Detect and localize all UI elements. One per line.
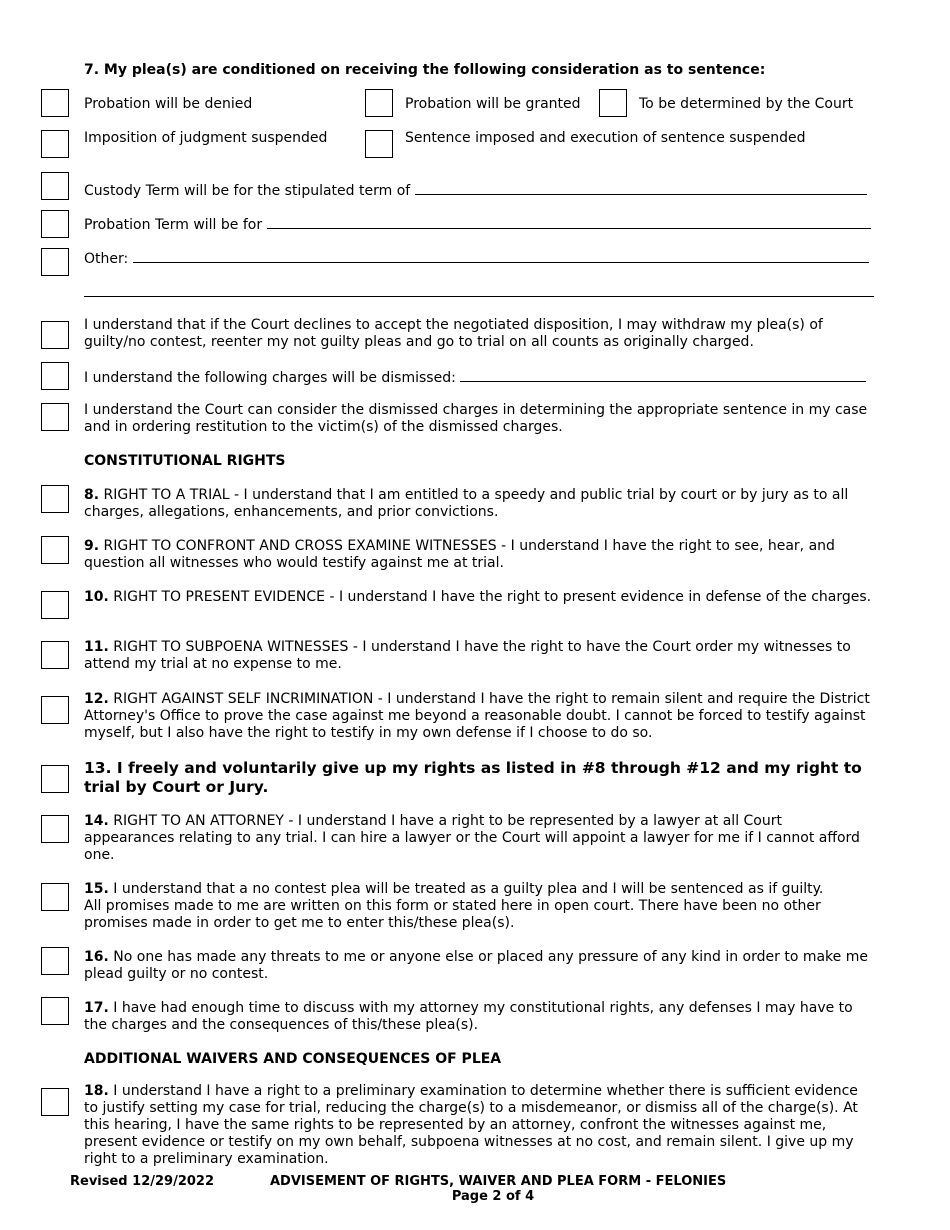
- item-text: No one has made any threats to me or anyone else or placed any pressure of any kind in order to make me plead guilty or no contest.: [84, 949, 868, 982]
- item-number: 8.: [84, 487, 100, 503]
- enough-time-text: [84, 1000, 876, 1034]
- probation-term-checkbox[interactable]: [41, 210, 69, 238]
- imposition-suspended-checkbox[interactable]: [41, 130, 69, 158]
- item-text: RIGHT AGAINST SELF INCRIMINATION - I understand I have the right to remain silent and require the District Attorney's Office to prove the case against me beyond a reasonable doubt. I cannot be forced to testify against myself, but I also have the right to testify in my own defense if I choose to do so.: [84, 691, 870, 741]
- item-number: 13.: [84, 759, 112, 777]
- right-to-attorney-text: [84, 813, 876, 864]
- preliminary-exam-text: [84, 1083, 876, 1168]
- probation-denied-checkbox[interactable]: [41, 89, 69, 117]
- execution-suspended-checkbox[interactable]: [365, 130, 393, 158]
- custody-term-checkbox[interactable]: [41, 172, 69, 200]
- other-label: Other:: [84, 251, 129, 267]
- dismissed-charges-row: [84, 368, 866, 387]
- no-contest-checkbox[interactable]: [41, 883, 69, 911]
- right-to-attorney-checkbox[interactable]: [41, 815, 69, 843]
- probation-granted-checkbox[interactable]: [365, 89, 393, 117]
- section-7-heading: 7. My plea(s) are conditioned on receiving the following consideration as to sentence:: [84, 62, 766, 78]
- probation-term-row: [84, 215, 871, 234]
- item-text: RIGHT TO PRESENT EVIDENCE - I understand I have the right to present evidence in defense of the charges.: [108, 589, 872, 605]
- item-text: I understand I have a right to a preliminary examination to determine whether there is sufficient evidence to justify setting my case for trial, reducing the charge(s) to a misdemeanor, or dismiss all of the charge(s). At this hearing, I have the same rights to be represented by an attorney, confront the witnesses against me, present evidence or testify on my own behalf, subpoena witnesses at no cost, and remain silent. I give up my right to a preliminary examination.: [84, 1083, 858, 1167]
- item-number: 9.: [84, 538, 100, 554]
- custody-term-row: [84, 181, 867, 200]
- consider-dismissed-text: I understand the Court can consider the dismissed charges in determining the appropriate sentence in my case and in ordering restitution to the victim(s) of the dismissed charges.: [84, 402, 868, 435]
- no-threats-text: [84, 949, 876, 983]
- no-contest-text: [84, 881, 876, 932]
- consider-dismissed-checkbox[interactable]: [41, 403, 69, 431]
- right-to-trial-checkbox[interactable]: [41, 485, 69, 513]
- other-input-continued[interactable]: [84, 283, 874, 297]
- item-text: RIGHT TO SUBPOENA WITNESSES - I understand I have the right to have the Court order my witnesses to attend my trial at no expense to me.: [84, 639, 851, 672]
- item-number: 10.: [84, 589, 109, 605]
- item-text: I understand that a no contest plea will be treated as a guilty plea and I will be sentenced as if guilty.: [108, 881, 824, 897]
- constitutional-rights-heading: CONSTITUTIONAL RIGHTS: [84, 453, 286, 469]
- probation-granted-label: Probation will be granted: [405, 96, 581, 112]
- item-number: 15.: [84, 881, 109, 897]
- right-to-present-evidence-checkbox[interactable]: [41, 591, 69, 619]
- enough-time-checkbox[interactable]: [41, 997, 69, 1025]
- waive-rights-text: [84, 759, 876, 797]
- other-checkbox[interactable]: [41, 248, 69, 276]
- right-to-present-evidence-text: [84, 589, 876, 606]
- dismissed-charges-checkbox[interactable]: [41, 362, 69, 390]
- item-text: I freely and voluntarily give up my rights as listed in #8 through #12 and my right to trial by Court or Jury.: [84, 759, 862, 796]
- item-text: RIGHT TO AN ATTORNEY - I understand I have a right to be represented by a lawyer at all Court appearances relating to any trial. I can hire a lawyer or the Court will appoint a lawyer for me if I cannot afford one.: [84, 813, 860, 863]
- probation-denied-label: Probation will be denied: [84, 96, 253, 112]
- probation-term-input[interactable]: [267, 215, 871, 229]
- form-title: ADVISEMENT OF RIGHTS, WAIVER AND PLEA FORM - FELONIES: [270, 1174, 727, 1189]
- self-incrimination-checkbox[interactable]: [41, 696, 69, 724]
- court-determine-label: To be determined by the Court: [639, 96, 854, 112]
- probation-term-label: Probation Term will be for: [84, 217, 263, 233]
- revised-date: Revised 12/29/2022: [70, 1174, 215, 1189]
- court-determine-checkbox[interactable]: [599, 89, 627, 117]
- other-input[interactable]: [133, 249, 869, 263]
- additional-waivers-heading: ADDITIONAL WAIVERS AND CONSEQUENCES OF PLEA: [84, 1051, 502, 1067]
- withdraw-text: I understand that if the Court declines to accept the negotiated disposition, I may withdraw my plea(s) of guilty/no contest, reenter my not guilty pleas and go to trial on all counts as originally charged.: [84, 317, 823, 350]
- item-number: 16.: [84, 949, 109, 965]
- item-text: All promises made to me are written on this form or stated here in open court. There have been no other promises made in order to get me to enter this/these plea(s).: [84, 898, 821, 931]
- right-to-confront-checkbox[interactable]: [41, 536, 69, 564]
- page-number: Page 2 of 4: [451, 1189, 535, 1204]
- item-text: RIGHT TO A TRIAL - I understand that I am entitled to a speedy and public trial by court or by jury as to all charges, allegations, enhancements, and prior convictions.: [84, 487, 849, 520]
- item-number: 11.: [84, 639, 109, 655]
- item-text: RIGHT TO CONFRONT AND CROSS EXAMINE WITNESSES - I understand I have the right to see, hear, and question all witnesses who would testify against me at trial.: [84, 538, 835, 571]
- right-to-subpoena-text: [84, 639, 876, 673]
- custody-term-label: Custody Term will be for the stipulated term of: [84, 183, 411, 199]
- right-to-subpoena-checkbox[interactable]: [41, 641, 69, 669]
- custody-term-input[interactable]: [415, 181, 867, 195]
- withdraw-checkbox[interactable]: [41, 321, 69, 349]
- dismissed-charges-label: I understand the following charges will be dismissed:: [84, 370, 456, 386]
- right-to-trial-text: [84, 487, 876, 521]
- preliminary-exam-checkbox[interactable]: [41, 1088, 69, 1116]
- other-row: [84, 249, 869, 268]
- self-incrimination-text: [84, 691, 876, 742]
- imposition-suspended-label: Imposition of judgment suspended: [84, 130, 328, 146]
- item-number: 14.: [84, 813, 109, 829]
- item-number: 18.: [84, 1083, 109, 1099]
- item-number: 12.: [84, 691, 109, 707]
- item-number: 17.: [84, 1000, 109, 1016]
- waive-rights-checkbox[interactable]: [41, 765, 69, 793]
- item-text: I have had enough time to discuss with my attorney my constitutional rights, any defenses I may have to the charges and the consequences of this/these plea(s).: [84, 1000, 853, 1033]
- right-to-confront-text: [84, 538, 876, 572]
- dismissed-charges-input[interactable]: [460, 368, 866, 382]
- execution-suspended-label: Sentence imposed and execution of sentence suspended: [405, 130, 806, 146]
- no-threats-checkbox[interactable]: [41, 947, 69, 975]
